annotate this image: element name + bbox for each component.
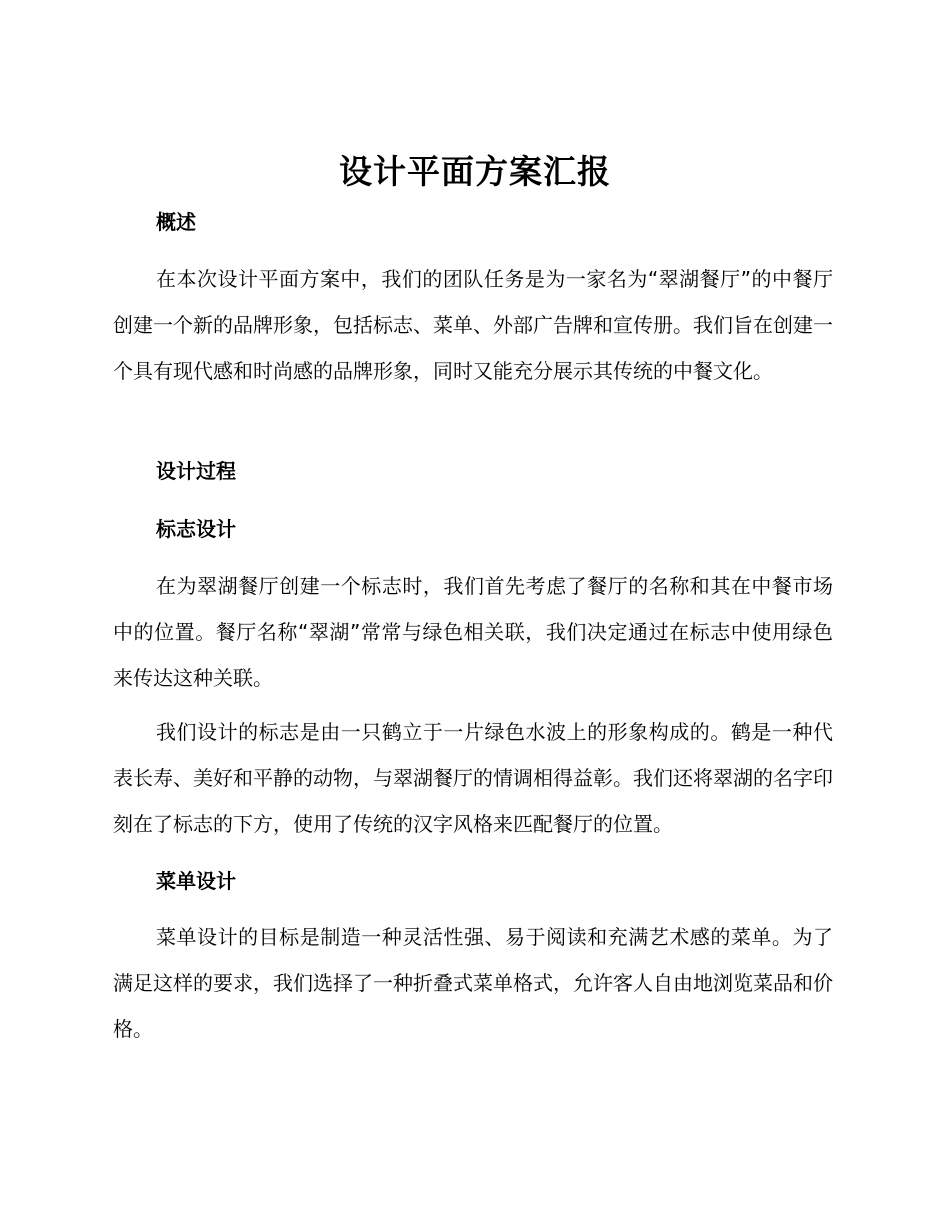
paragraph-menu-design: 菜单设计的目标是制造一种灵活性强、易于阅读和充满艺术感的菜单。为了满足这样的要求，我们选择了一种折叠式菜单格式，允许客人自由地浏览菜品和价格。	[113, 925, 833, 1041]
paragraph-logo-design-2: 我们设计的标志是由一只鹤立于一片绿色水波上的形象构成的。鹤是一种代表长寿、美好和平静的动物，与翠湖餐厅的情调相得益彰。我们还将翠湖的名字印刻在了标志的下方，使用了传统的汉字风格来匹配餐厅的位置。	[113, 720, 833, 836]
section-heading-design-process: 设计过程	[156, 459, 236, 483]
section-heading-logo-design: 标志设计	[156, 517, 236, 541]
paragraph-logo-design-1: 在为翠湖餐厅创建一个标志时，我们首先考虑了餐厅的名称和其在中餐市场中的位置。餐厅名称“翠湖”常常与绿色相关联，我们决定通过在标志中使用绿色来传达这种关联。	[113, 574, 833, 690]
section-heading-menu-design: 菜单设计	[156, 869, 236, 893]
paragraph-overview: 在本次设计平面方案中，我们的团队任务是为一家名为“翠湖餐厅”的中餐厅创建一个新的品牌形象，包括标志、菜单、外部广告牌和宣传册。我们旨在创建一个具有现代感和时尚感的品牌形象，同时又能充分展示其传统的中餐文化。	[113, 267, 833, 383]
section-heading-overview: 概述	[156, 210, 196, 234]
document-title: 设计平面方案汇报	[339, 152, 611, 191]
